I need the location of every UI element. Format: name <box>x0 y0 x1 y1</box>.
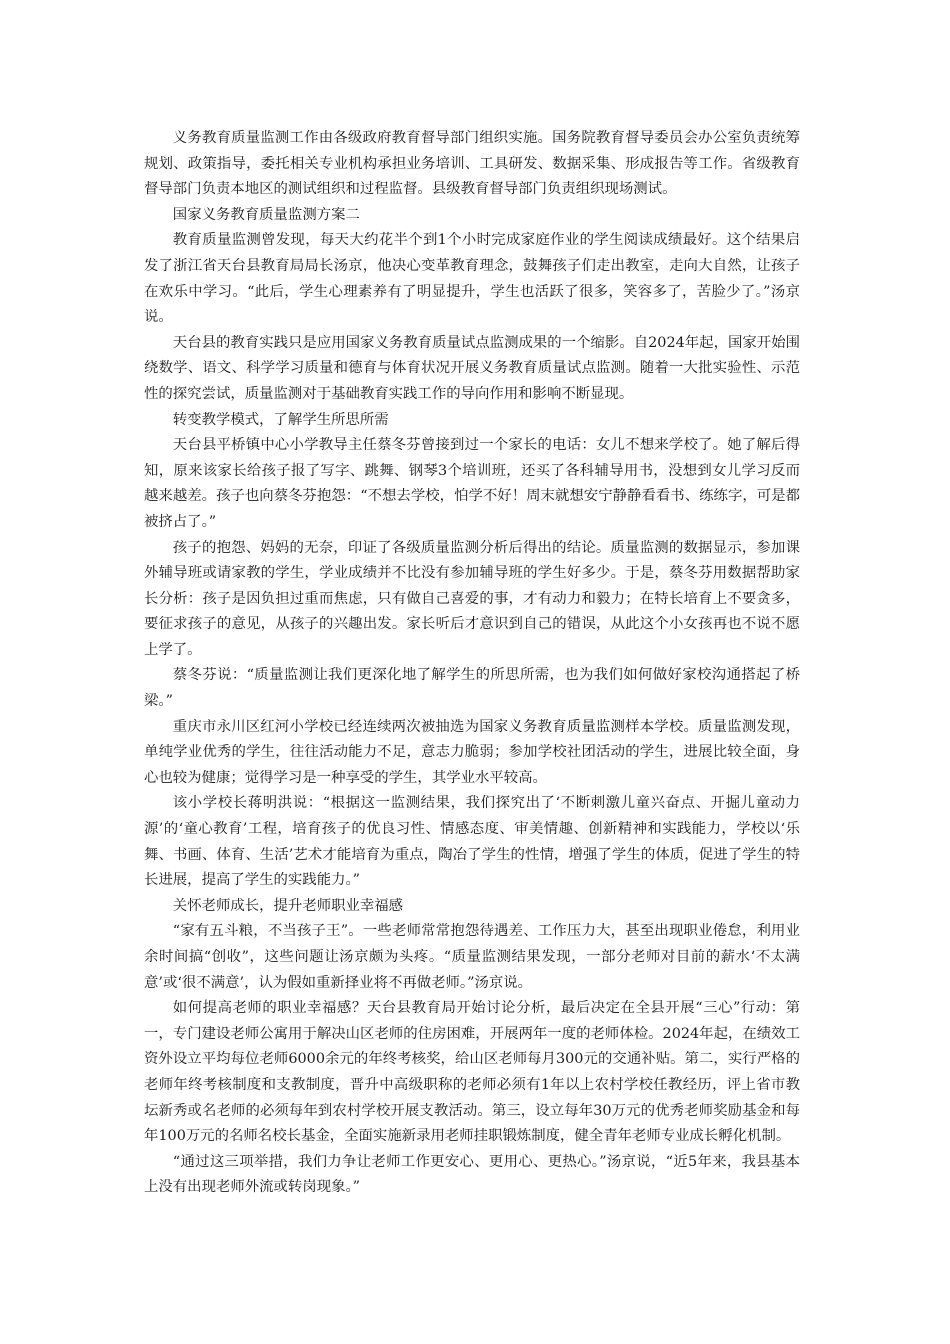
paragraph: 蔡冬芬说：“质量监测让我们更深化地了解学生的所思所需，也为我们如何做好家校沟通搭起了桥梁。” <box>144 667 800 710</box>
section-heading: 转变教学模式，了解学生所思所需 <box>172 411 389 428</box>
paragraph: 孩子的抱怨、妈妈的无奈，印证了各级质量监测分析后得出的结论。质量监测的数据显示，参加课外辅导班或请家教的学生，学业成绩并不比没有参加辅导班的学生好多少。于是，蔡冬芬用数据帮助家长分析：孩子是因负担过重而焦虑，只有做自己喜爱的事，才有动力和毅力；在特长培育上不要贪多，要征求孩子的意见，从孩子的兴趣出发。家长听后才意识到自己的错误，从此这个小女孩再也不说不愿上学了。 <box>144 539 800 658</box>
paragraph: 教育质量监测曾发现，每天大约花半个到1个小时完成家庭作业的学生阅读成绩最好。这个结果启发了浙江省天台县教育局局长汤京，他决心变革教育理念，鼓舞孩子们走出教室，走向大自然，让孩子在欢乐中学习。“此后，学生心理素养有了明显提升，学生也活跃了很多，笑容多了，苦脸少了。”汤京说。 <box>144 232 800 326</box>
paragraph: 重庆市永川区红河小学校已经连续两次被抽选为国家义务教育质量监测样本学校。质量监测发现，单纯学业优秀的学生，往往活动能力不足，意志力脆弱；参加学校社团活动的学生，进展比较全面，身心也较为健康；觉得学习是一种享受的学生，其学业水平较高。 <box>144 718 800 786</box>
paragraph: “通过这三项举措，我们力争让老师工作更安心、更用心、更热心。”汤京说，“近5年来，我县基本上没有出现老师外流或转岗现象。” <box>144 1153 800 1196</box>
section-heading: 国家义务教育质量监测方案二 <box>172 206 360 223</box>
paragraph: 如何提高老师的职业幸福感？天台县教育局开始讨论分析，最后决定在全县开展“三心”行动：第一，专门建设老师公寓用于解决山区老师的住房困难，开展两年一度的老师体检。2024年起，在绩效工资外设立平均每位老师6000余元的年终考核奖，给山区老师每月300元的交通补贴。第二，实行严格的老师年终考核制度和支教制度，晋升中高级职称的老师必须有1年以上农村学校任教经历，评上省市教坛新秀或名老师的必须每年到农村学校开展支教活动。第三，设立每年30万元的优秀老师奖励基金和每年100万元的名师名校长基金，全面实施新录用老师挂职锻炼制度，健全青年老师专业成长孵化机制。 <box>144 1000 800 1145</box>
paragraph: 天台县的教育实践只是应用国家义务教育质量试点监测成果的一个缩影。自2024年起，国家开始围绕数学、语文、科学学习质量和德育与体育状况开展义务教育质量试点监测。随着一大批实验性、示范性的探究尝试，质量监测对于基础教育实践工作的导向作用和影响不断显现。 <box>144 334 800 402</box>
paragraph: 该小学校长蒋明洪说：“根据这一监测结果，我们探究出了‘不断刺激儿童兴奋点、开掘儿童动力源’的‘童心教育’工程，培育孩子的优良习性、情感态度、审美情趣、创新精神和实践能力，学校以‘乐舞、书画、体育、生活’艺术才能培育为重点，陶冶了学生的性情，增强了学生的体质，促进了学生的特长进展，提高了学生的实践能力。” <box>144 795 800 889</box>
document-body <box>144 126 800 1201</box>
paragraph: 义务教育质量监测工作由各级政府教育督导部门组织实施。国务院教育督导委员会办公室负责统筹规划、政策指导，委托相关专业机构承担业务培训、工具研发、数据采集、形成报告等工作。省级教育督导部门负责本地区的测试组织和过程监督。县级教育督导部门负责组织现场测试。 <box>144 130 800 198</box>
section-heading: 关怀老师成长，提升老师职业幸福感 <box>172 897 404 914</box>
paragraph: “家有五斗粮，不当孩子王”。一些老师常常抱怨待遇差、工作压力大，甚至出现职业倦怠，利用业余时间搞“创收”，这些问题让汤京颇为头疼。“质量监测结果发现，一部分老师对目前的薪水‘不太满意’或‘很不满意’，认为假如重新择业将不再做老师。”汤京说。 <box>144 923 800 991</box>
paragraph: 天台县平桥镇中心小学教导主任蔡冬芬曾接到过一个家长的电话：女儿不想来学校了。她了解后得知，原来该家长给孩子报了写字、跳舞、钢琴3个培训班，还买了各科辅导用书，没想到女儿学习反而越来越差。孩子也向蔡冬芬抱怨：“不想去学校，怕学不好！周末就想安宁静静看看书、练练字，可是都被挤占了。” <box>144 437 800 530</box>
